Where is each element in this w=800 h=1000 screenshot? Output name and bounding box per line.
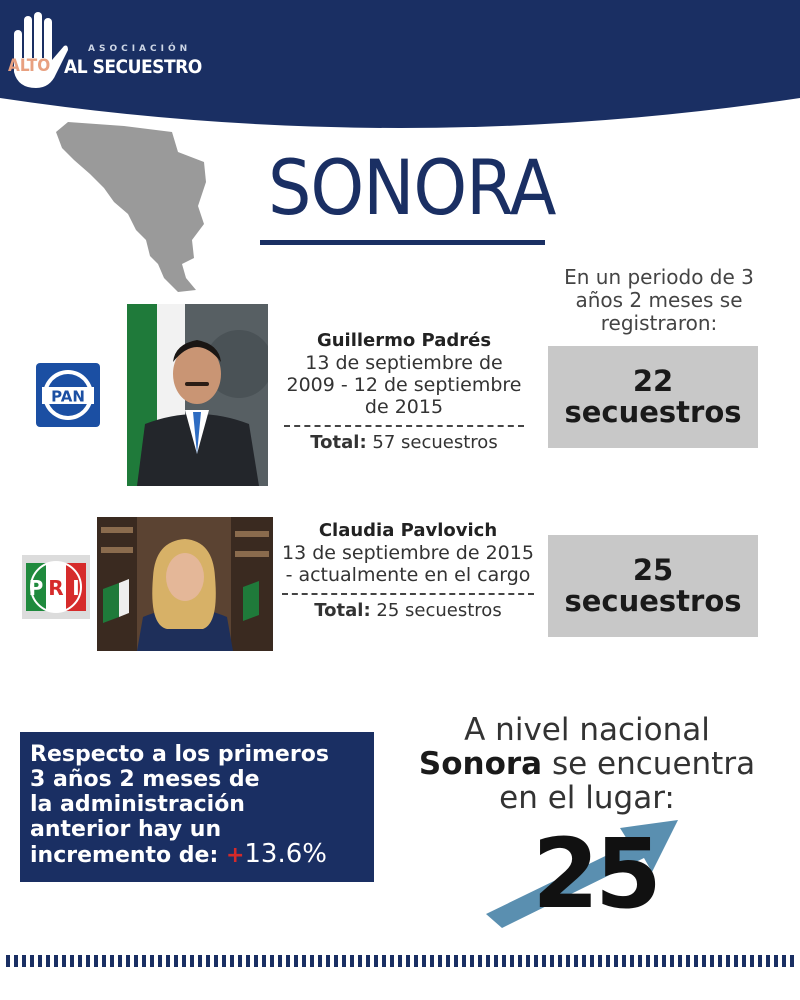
increment-value: 13.6% — [244, 839, 327, 869]
sonora-map-icon — [54, 118, 214, 293]
pri-party-logo-icon — [22, 555, 90, 619]
increment-box — [20, 732, 374, 882]
increment-line: la administración — [30, 792, 245, 817]
svg-text:R: R — [48, 576, 64, 600]
svg-text:P: P — [28, 576, 44, 600]
governor-name: Guillermo Padrés — [316, 330, 492, 351]
hand-logo-icon — [4, 8, 72, 98]
pan-logo-text: PAN — [51, 387, 85, 406]
increment-line-final — [30, 839, 364, 869]
governor-total — [282, 600, 534, 622]
state-title: SONORA — [268, 143, 556, 232]
state-name-bold: Sonora — [418, 746, 543, 782]
increment-line: anterior hay un — [30, 817, 222, 842]
governor-total — [284, 432, 524, 454]
period-note: En un periodo de 3 años 2 meses se registraron: — [564, 265, 754, 335]
governor-dates: 13 de septiembre de 2015 - actualmente en el cargo — [282, 542, 534, 586]
title-underline — [260, 240, 545, 245]
governor-photo-pavlovich — [97, 517, 273, 651]
dashed-divider — [282, 593, 534, 595]
count-unit: secuestros — [564, 584, 742, 618]
national-rank-line3: en el lugar: — [499, 780, 675, 816]
total-label: Total: — [310, 432, 367, 453]
increment-plus-sign: + — [225, 843, 245, 868]
logo-al-secuestro-text: AL SECUESTRO — [64, 56, 202, 78]
national-rank-value: 25 — [532, 818, 658, 930]
count-number: 22 — [632, 364, 674, 398]
increment-line: Respecto a los primeros — [30, 742, 329, 767]
logo-alto-text: ALTO — [8, 56, 51, 76]
national-rank-line2 — [402, 746, 772, 782]
governor-info-1 — [284, 330, 524, 454]
total-label: Total: — [314, 600, 371, 621]
count-box-2 — [548, 535, 758, 637]
national-rank-line1: A nivel nacional — [464, 712, 710, 748]
national-rank-line2-rest: se encuentra — [542, 746, 756, 782]
logo-association-text: ASOCIACIÓN — [88, 44, 192, 54]
governor-photo-padres — [127, 304, 268, 486]
dashed-divider — [284, 425, 524, 427]
governor-name: Claudia Pavlovich — [318, 520, 498, 541]
increment-text — [30, 742, 364, 868]
increment-line: 3 años 2 meses de — [30, 767, 260, 792]
pan-party-logo-icon — [36, 363, 100, 427]
count-unit: secuestros — [564, 395, 742, 429]
bottom-dashed-band — [6, 955, 794, 967]
governor-dates: 13 de septiembre de 2009 - 12 de septiembre de 2015 — [286, 352, 522, 418]
svg-text:I: I — [72, 576, 80, 600]
increment-label: incremento de: — [30, 843, 219, 868]
governor-info-2 — [282, 520, 534, 622]
count-number: 25 — [632, 553, 674, 587]
count-box-1 — [548, 346, 758, 448]
total-value: 25 secuestros — [376, 600, 502, 621]
total-value: 57 secuestros — [372, 432, 498, 453]
